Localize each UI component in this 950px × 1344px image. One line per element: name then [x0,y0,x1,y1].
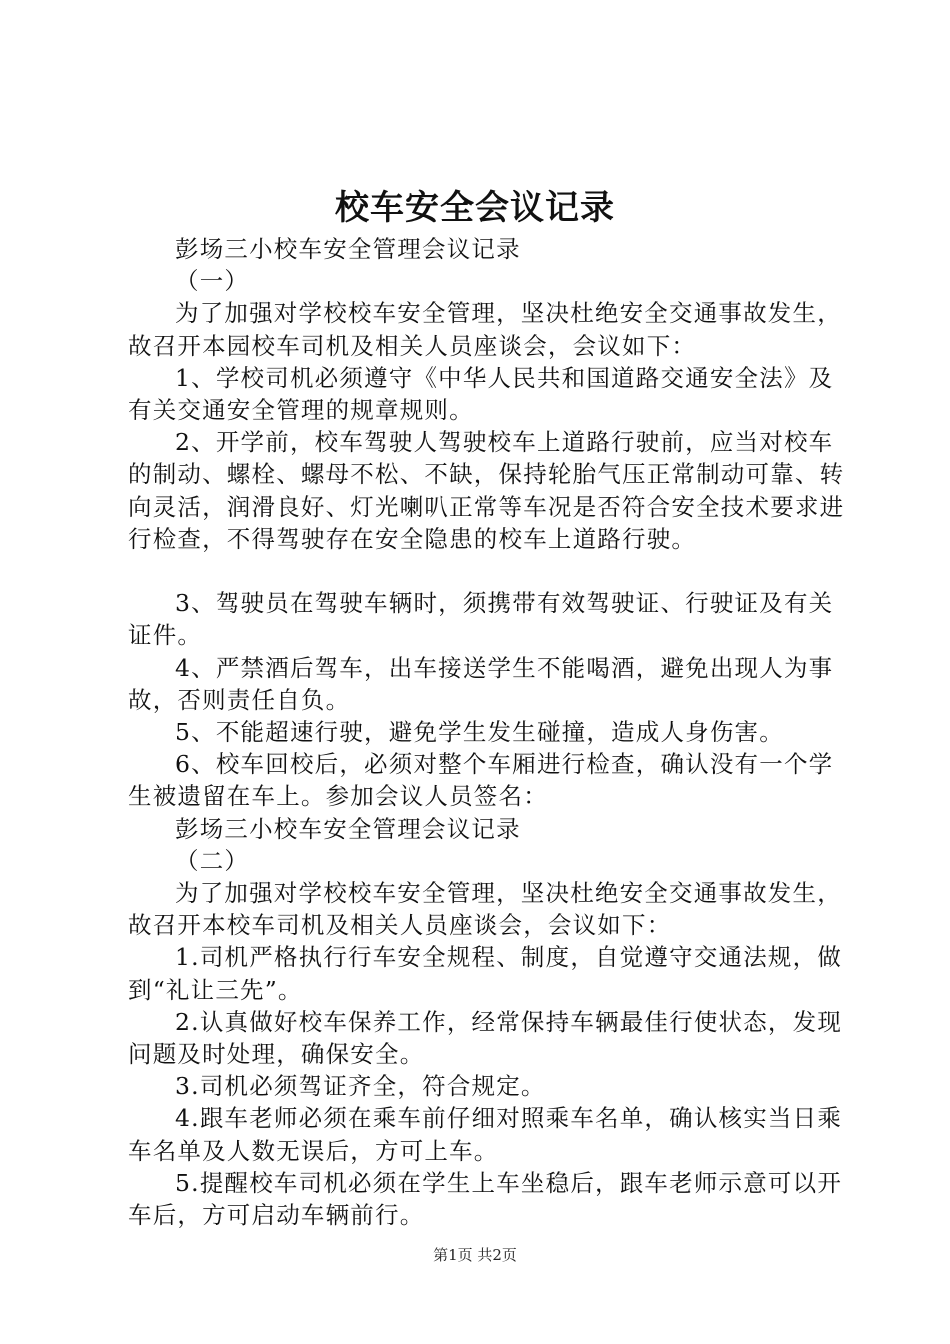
blank-line [128,555,848,587]
section-number: （二） [175,846,250,875]
list-item: 3、驾驶员在驾驶车辆时，须携带有效驾驶证、行驶证及有关证件。 [128,589,834,650]
list-item: 5.提醒校车司机必须在学生上车坐稳后，跟车老师示意可以开车后，方可启动车辆前行。 [128,1168,843,1230]
section-heading: 彭场三小校车安全管理会议记录 [175,235,521,263]
list-item: 4.跟车老师必须在乘车前仔细对照乘车名单，确认核实当日乘车名单及人数无误后，方可上车。 [128,1104,843,1165]
list-item: 4、严禁酒后驾车，出车接送学生不能喝酒，避免出现人为事故，否则责任自负。 [128,653,834,714]
page-footer: 第1页 共2页 [433,1246,517,1264]
list-item: 2、开学前，校车驾驶人驾驶校车上道路行驶前，应当对校车的制动、螺栓、螺母不松、不缺，保持轮胎气压正常制动可靠、转向灵活，润滑良好、灯光喇叭正常等车况是否符合安全技术要求进行检查，不得驾驶存在安全隐患的校车上道路行驶。 [128,428,845,553]
document-body [128,233,848,1231]
list-item: 1.司机严格执行行车安全规程、制度，自觉遵守交通法规，做到“礼让三先”。 [128,943,843,1004]
list-item: 5、不能超速行驶，避免学生发生碰撞，造成人身伤害。 [175,718,784,747]
paragraph: 为了加强对学校校车安全管理，坚决杜绝安全交通事故发生，故召开本校车司机及相关人员座谈会，会议如下： [128,879,842,940]
section-heading: 彭场三小校车安全管理会议记录 [175,814,521,843]
section-number: （一） [175,267,250,296]
paragraph: 为了加强对学校校车安全管理，坚决杜绝安全交通事故发生，故召开本园校车司机及相关人员座谈会，会议如下： [128,299,842,360]
list-item: 1、学校司机必须遵守《中华人民共和国道路交通安全法》及有关交通安全管理的规章规则。 [128,363,834,425]
list-item: 2.认真做好校车保养工作，经常保持车辆最佳行使状态，发现问题及时处理，确保安全。 [128,1007,843,1069]
list-item: 6、校车回校后，必须对整个车厢进行检查，确认没有一个学生被遗留在车上。参加会议人员签名： [128,750,834,811]
document-title: 校车安全会议记录 [335,188,615,228]
list-item: 3.司机必须驾证齐全，符合规定。 [175,1072,546,1101]
